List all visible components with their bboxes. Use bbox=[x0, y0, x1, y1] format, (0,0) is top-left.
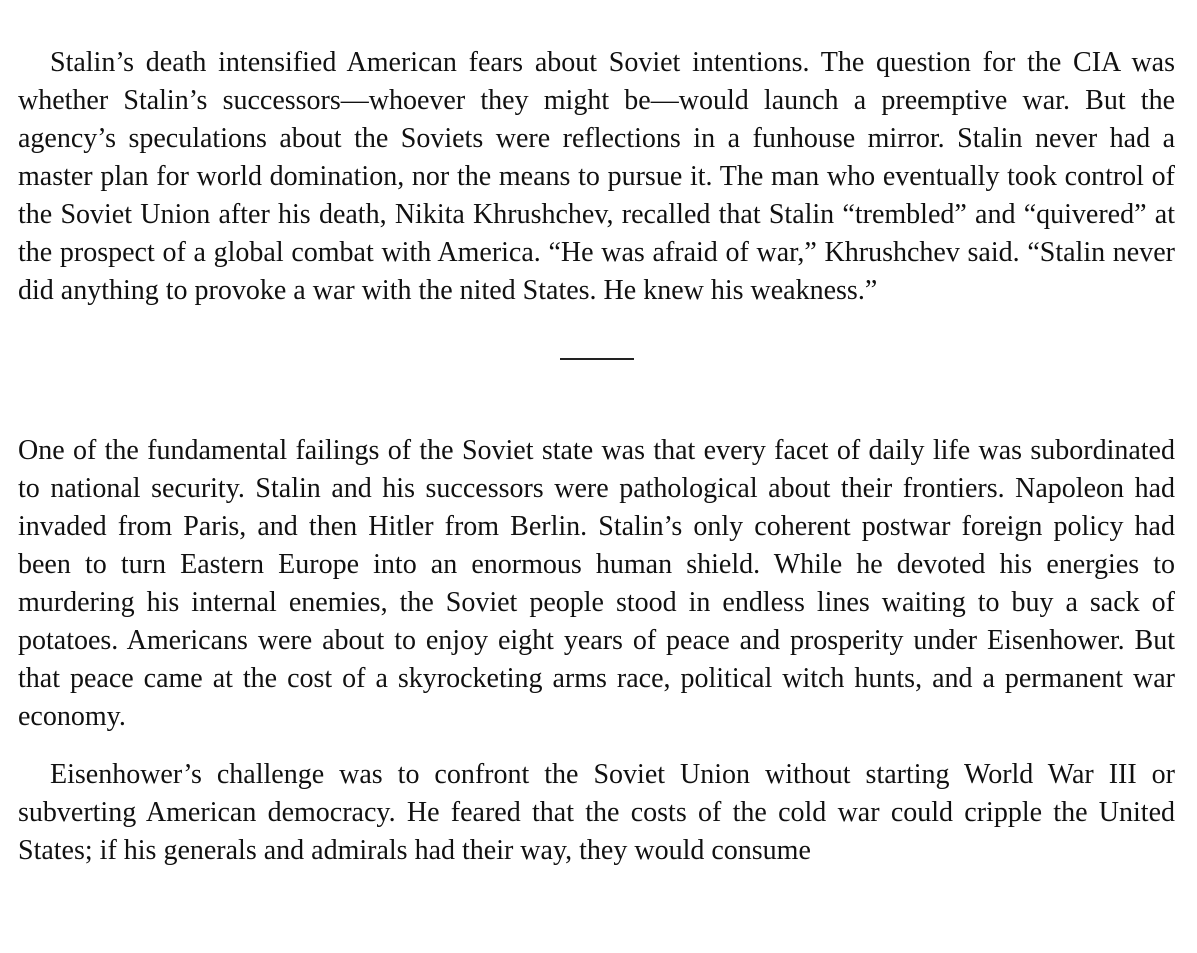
section-break-rule bbox=[560, 358, 634, 360]
paragraph-stalin-death: Stalin’s death intensified American fears about Soviet intentions. The question for the CIA was whether Stalin’s successors—whoever they might be—would launch a preemptive war. But the agency’s speculations about the Soviets were reflections in a funhouse mirror. Stalin never had a master plan for world domination, nor the means to pursue it. The man who eventually took control of the Soviet Union after his death, Nikita Khrushchev, recalled that Stalin “trembled” and “quivered” at the prospect of a global combat with America. “He was afraid of war,” Khrushchev said. “Stalin never did anything to provoke a war with the nited States. He knew his weakness.” bbox=[18, 47, 1175, 306]
paragraph-eisenhower-challenge: Eisenhower’s challenge was to confront the Soviet Union without starting World War III or subverting American democracy. He feared that the costs of the cold war could cripple the United States; if his generals and admirals had their way, they would consume bbox=[18, 759, 1175, 866]
document-page bbox=[18, 44, 1175, 870]
paragraph-soviet-failings: One of the fundamental failings of the Soviet state was that every facet of daily life was subordinated to national security. Stalin and his successors were pathological about their frontiers. Napoleon had invaded from Paris, and then Hitler from Berlin. Stalin’s only coherent postwar foreign policy had been to turn Eastern Europe into an enormous human shield. While he devoted his energies to murdering his internal enemies, the Soviet people stood in endless lines waiting to buy a sack of potatoes. Americans were about to enjoy eight years of peace and prosperity under Eisenhower. But that peace came at the cost of a skyrocketing arms race, political witch hunts, and a permanent war economy. bbox=[18, 435, 1175, 732]
